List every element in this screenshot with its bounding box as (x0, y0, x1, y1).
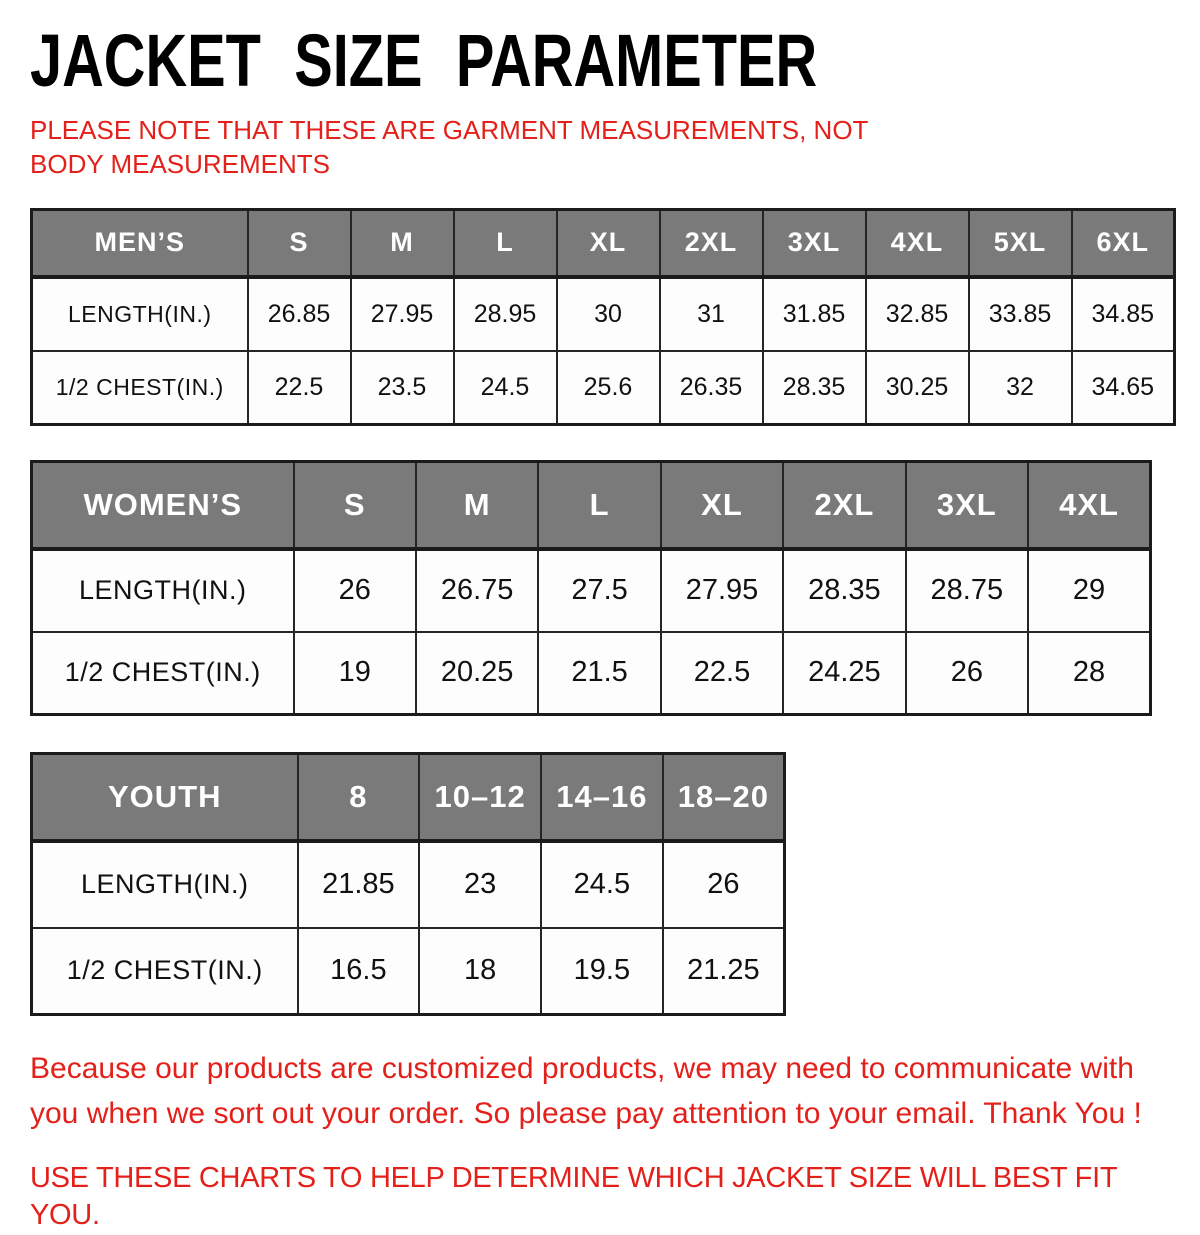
measurement-cell: 27.95 (661, 549, 783, 632)
measurement-cell: 18 (419, 928, 541, 1015)
measurement-cell: 26 (906, 632, 1028, 715)
row-label: LENGTH(IN.) (32, 277, 248, 351)
womens-length-row (32, 549, 1151, 632)
size-header-cell: S (248, 209, 351, 277)
measurement-cell: 34.65 (1072, 351, 1175, 425)
mens-header-row (32, 209, 1175, 277)
measurement-cell: 29 (1028, 549, 1150, 632)
measurement-cell: 27.95 (351, 277, 454, 351)
size-header-cell: S (294, 461, 416, 549)
measurement-cell: 28 (1028, 632, 1150, 715)
youth-chest-row (32, 928, 785, 1015)
womens-size-table (30, 460, 1152, 716)
size-header-cell: 3XL (763, 209, 866, 277)
size-header-cell: 10–12 (419, 753, 541, 841)
size-header-cell: M (416, 461, 538, 549)
size-header-cell: 2XL (783, 461, 905, 549)
chart-usage-note: USE THESE CHARTS TO HELP DETERMINE WHICH JACKET SIZE WILL BEST FIT YOU. (30, 1161, 1117, 1232)
measurement-cell: 23.5 (351, 351, 454, 425)
measurement-cell: 16.5 (298, 928, 420, 1015)
size-header-cell: 3XL (906, 461, 1028, 549)
measurement-cell: 26.35 (660, 351, 763, 425)
womens-table-title: WOMEN’S (32, 461, 294, 549)
mens-table-title: MEN’S (32, 209, 248, 277)
mens-size-table (30, 208, 1176, 426)
size-header-cell: 18–20 (663, 753, 785, 841)
measurement-cell: 26.75 (416, 549, 538, 632)
measurement-cell: 19 (294, 632, 416, 715)
measurement-cell: 32.85 (866, 277, 969, 351)
measurement-cell: 23 (419, 841, 541, 928)
measurement-cell: 24.25 (783, 632, 905, 715)
youth-size-table (30, 752, 786, 1016)
measurement-cell: 26.85 (248, 277, 351, 351)
row-label: LENGTH(IN.) (32, 841, 298, 928)
size-header-cell: 14–16 (541, 753, 663, 841)
youth-header-row (32, 753, 785, 841)
measurement-cell: 24.5 (454, 351, 557, 425)
measurement-cell: 30.25 (866, 351, 969, 425)
measurement-cell: 20.25 (416, 632, 538, 715)
garment-measurement-note: PLEASE NOTE THAT THESE ARE GARMENT MEASUREMENTS, NOT BODY MEASUREMENTS (30, 115, 868, 179)
measurement-cell: 24.5 (541, 841, 663, 928)
mens-chest-row (32, 351, 1175, 425)
measurement-cell: 22.5 (661, 632, 783, 715)
size-header-cell: L (454, 209, 557, 277)
measurement-cell: 25.6 (557, 351, 660, 425)
measurement-cell: 28.95 (454, 277, 557, 351)
size-header-cell: 8 (298, 753, 420, 841)
size-header-cell: 5XL (969, 209, 1072, 277)
measurement-cell: 30 (557, 277, 660, 351)
row-label: 1/2 CHEST(IN.) (32, 351, 248, 425)
measurement-cell: 26 (663, 841, 785, 928)
measurement-cell: 28.35 (783, 549, 905, 632)
measurement-cell: 22.5 (248, 351, 351, 425)
measurement-cell: 19.5 (541, 928, 663, 1015)
womens-header-row (32, 461, 1151, 549)
row-label: LENGTH(IN.) (32, 549, 294, 632)
page-title: JACKET SIZE PARAMETER (30, 19, 818, 102)
measurement-cell: 31.85 (763, 277, 866, 351)
size-header-cell: 4XL (1028, 461, 1150, 549)
row-label: 1/2 CHEST(IN.) (32, 928, 298, 1015)
size-header-cell: 6XL (1072, 209, 1175, 277)
measurement-cell: 34.85 (1072, 277, 1175, 351)
youth-length-row (32, 841, 785, 928)
measurement-cell: 26 (294, 549, 416, 632)
size-header-cell: 2XL (660, 209, 763, 277)
measurement-cell: 21.5 (538, 632, 660, 715)
size-header-cell: L (538, 461, 660, 549)
mens-length-row (32, 277, 1175, 351)
size-header-cell: M (351, 209, 454, 277)
measurement-cell: 31 (660, 277, 763, 351)
youth-table-title: YOUTH (32, 753, 298, 841)
size-header-cell: 4XL (866, 209, 969, 277)
womens-chest-row (32, 632, 1151, 715)
measurement-cell: 28.35 (763, 351, 866, 425)
customization-notice: Because our products are customized products, we may need to communicate with you when we sort out your order. So please pay attention to your email. Thank You ! (30, 1051, 1142, 1130)
measurement-cell: 27.5 (538, 549, 660, 632)
measurement-cell: 32 (969, 351, 1072, 425)
row-label: 1/2 CHEST(IN.) (32, 632, 294, 715)
measurement-cell: 33.85 (969, 277, 1072, 351)
size-header-cell: XL (661, 461, 783, 549)
measurement-cell: 21.25 (663, 928, 785, 1015)
measurement-cell: 21.85 (298, 841, 420, 928)
size-header-cell: XL (557, 209, 660, 277)
measurement-cell: 28.75 (906, 549, 1028, 632)
